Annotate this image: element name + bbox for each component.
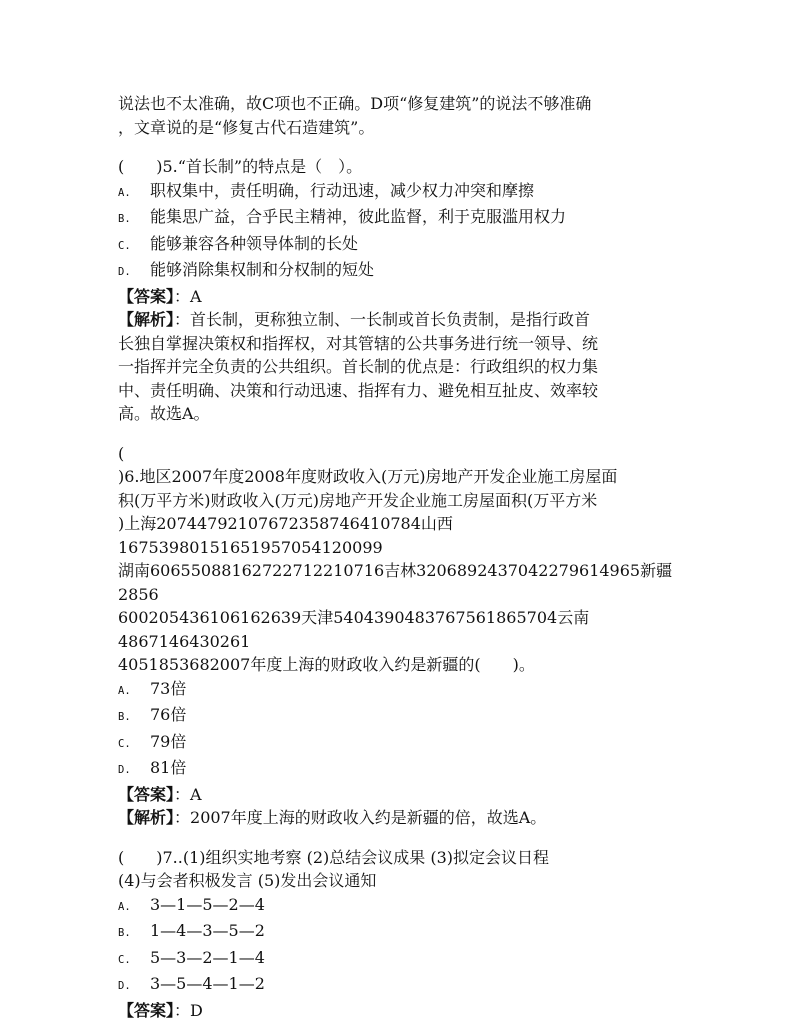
option-text: 76倍 (150, 705, 187, 724)
q6-question-line-3: 积(万平方米)财政收入(万元)房地产开发企业施工房屋面积(万平方米 (118, 490, 598, 510)
option-letter: A. (118, 186, 131, 199)
q6-question-line-6: 600205436106162639天津540439048376756186570​4云南4867146430261 (118, 608, 590, 651)
option-letter: B. (118, 213, 131, 225)
q6-answer (118, 783, 678, 807)
q6-option-b (118, 703, 678, 730)
q5-option-b (118, 205, 678, 232)
spacer (118, 139, 678, 155)
document-page (118, 92, 678, 1022)
q6-question-line-7: 4051853682007年度上海的财政收入约是新疆的( )。 (118, 655, 535, 674)
q5-option-c (118, 232, 678, 259)
answer-value: ：A (174, 286, 202, 306)
spacer (118, 426, 678, 442)
q5-analysis-line-2: 长独自掌握决策权和指挥权，对其管辖的公共事务进行统一领导、统 (118, 333, 599, 353)
analysis-text: ：2007年度上海的财政收入约是新疆的倍，故选A。 (174, 808, 547, 827)
option-text: 81倍 (150, 758, 187, 777)
option-letter: D. (118, 266, 131, 278)
q5-option-a (118, 179, 678, 206)
option-letter: C. (118, 953, 131, 966)
analysis-text: ：首长制，更称独立制、一长制或首长负责制，是指行政首 (174, 310, 591, 329)
q5-question: ( )5.“首长制”的特点是（ ）。 (118, 157, 363, 176)
q5-analysis-line-5: 高。故选A。 (118, 404, 210, 423)
q5-analysis-line-3: 一指挥并完全负责的公共组织。首长制的优点是：行政组织的权力集 (118, 357, 599, 376)
q5-analysis-line-1 (118, 308, 678, 332)
q6-option-d (118, 756, 678, 783)
option-letter: A. (118, 900, 131, 913)
option-text: 能集思广益，合乎民主精神，彼此监督，利于克服滥用权力 (150, 207, 567, 226)
q6-question-line-5: 湖南60655088162722712210716吉林32068924370422796149​65新疆2856 (118, 561, 673, 604)
q5-option-d (118, 258, 678, 285)
option-letter: B. (118, 711, 131, 723)
q6-question-line-1: ( (118, 443, 125, 463)
option-letter: D. (118, 764, 131, 776)
q6-question-line-4: )上海20744792107672358746410784山西16753980151651957054120099 (118, 514, 453, 557)
option-text: 职权集中，责任明确，行动迅速，减少权力冲突和摩擦 (150, 180, 535, 200)
analysis-label: 【解析】 (118, 310, 175, 329)
q6-option-a (118, 677, 678, 704)
q7-option-b (118, 919, 678, 946)
q6-question-line-2: )6.地区2007年度2008年度财政收入(万元)房地产开发企业施工房屋面 (118, 467, 618, 486)
option-text: 能够消除集权制和分权制的短处 (150, 260, 375, 279)
analysis-label: 【解析】 (118, 808, 175, 827)
intro-line-2: ，文章说的是“修复古代石造建筑”。 (118, 117, 375, 137)
q6-analysis (118, 806, 678, 830)
answer-label: 【答案】 (118, 784, 175, 804)
answer-value: ：A (174, 784, 202, 804)
option-text: 5—3—2—1—4 (150, 947, 265, 967)
intro-line-1: 说法也不太准确，故C项也不正确。D项“修复建筑”的说法不够准确 (118, 94, 592, 113)
option-text: 1—4—3—5—2 (150, 921, 265, 940)
q7-question-line-2: (4)与会者积极发言 (5)发出会议通知 (118, 871, 377, 890)
option-text: 73倍 (150, 678, 187, 698)
option-text: 79倍 (150, 731, 187, 751)
spacer (118, 830, 678, 846)
q5-answer (118, 285, 678, 309)
option-text: 能够兼容各种领导体制的长处 (150, 233, 359, 253)
option-letter: B. (118, 927, 131, 939)
q7-option-d (118, 972, 678, 999)
option-letter: C. (118, 239, 131, 252)
answer-label: 【答案】 (118, 1000, 175, 1020)
q6-option-c (118, 730, 678, 757)
answer-value: ：D (174, 1000, 203, 1020)
q7-option-c (118, 946, 678, 973)
option-text: 3—5—4—1—2 (150, 974, 265, 993)
option-letter: D. (118, 980, 131, 992)
q7-option-a (118, 893, 678, 920)
option-text: 3—1—5—2—4 (150, 894, 265, 914)
q7-answer (118, 999, 678, 1023)
answer-label: 【答案】 (118, 286, 175, 306)
q5-analysis-line-4: 中、责任明确、决策和行动迅速、指挥有力、避免相互扯皮、效率较 (118, 380, 599, 400)
option-letter: C. (118, 737, 131, 750)
q7-question-line-1: ( )7..(1)组织实地考察 (2)总结会议成果 (3)拟定会议日程 (118, 847, 550, 867)
option-letter: A. (118, 684, 131, 697)
